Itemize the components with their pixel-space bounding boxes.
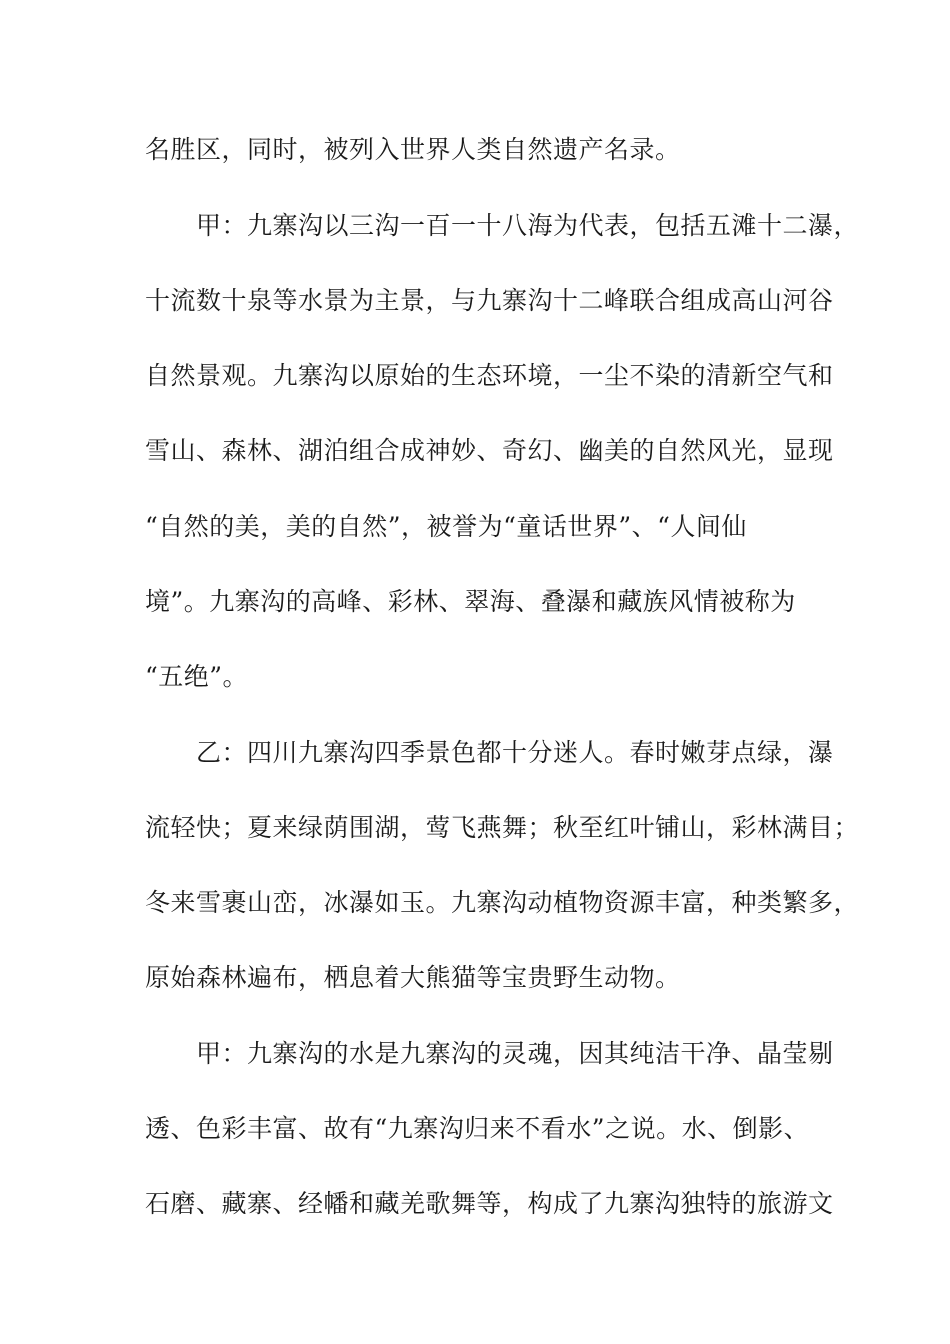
text-line-7: 境”。九寨沟的高峰、彩林、翠海、叠瀑和藏族风情被称为 bbox=[145, 587, 796, 616]
text-line-5: 雪山、森林、湖泊组合成神妙、奇幻、幽美的自然风光，显现 bbox=[145, 436, 834, 465]
text-line-9: 乙：四川九寨沟四季景色都十分迷人。春时嫩芽点绿，瀑 bbox=[196, 738, 834, 767]
text-line-10: 流轻快；夏来绿荫围湖，莺飞燕舞；秋至红叶铺山，彩林满目； bbox=[145, 813, 860, 842]
text-line-15: 石磨、藏寨、经幡和藏羌歌舞等，构成了九寨沟独特的旅游文 bbox=[145, 1189, 834, 1218]
text-line-4: 自然景观。九寨沟以原始的生态环境，一尘不染的清新空气和 bbox=[145, 361, 834, 390]
text-line-1: 名胜区，同时，被列入世界人类自然遗产名录。 bbox=[145, 135, 681, 164]
text-line-2: 甲：九寨沟以三沟一百一十八海为代表，包括五滩十二瀑， bbox=[196, 211, 860, 240]
text-line-6: “自然的美，美的自然”，被誉为“童话世界”、“人间仙 bbox=[145, 512, 747, 541]
text-line-12: 原始森林遍布，栖息着大熊猫等宝贵野生动物。 bbox=[145, 963, 681, 992]
text-line-11: 冬来雪裹山峦，冰瀑如玉。九寨沟动植物资源丰富，种类繁多， bbox=[145, 888, 860, 917]
text-line-3: 十流数十泉等水景为主景，与九寨沟十二峰联合组成高山河谷 bbox=[145, 286, 834, 315]
text-line-8: “五绝”。 bbox=[145, 662, 249, 691]
text-line-14: 透、色彩丰富、故有“九寨沟归来不看水”之说。水、倒影、 bbox=[145, 1114, 810, 1143]
text-line-13: 甲：九寨沟的水是九寨沟的灵魂，因其纯洁干净、晶莹剔 bbox=[196, 1039, 834, 1068]
